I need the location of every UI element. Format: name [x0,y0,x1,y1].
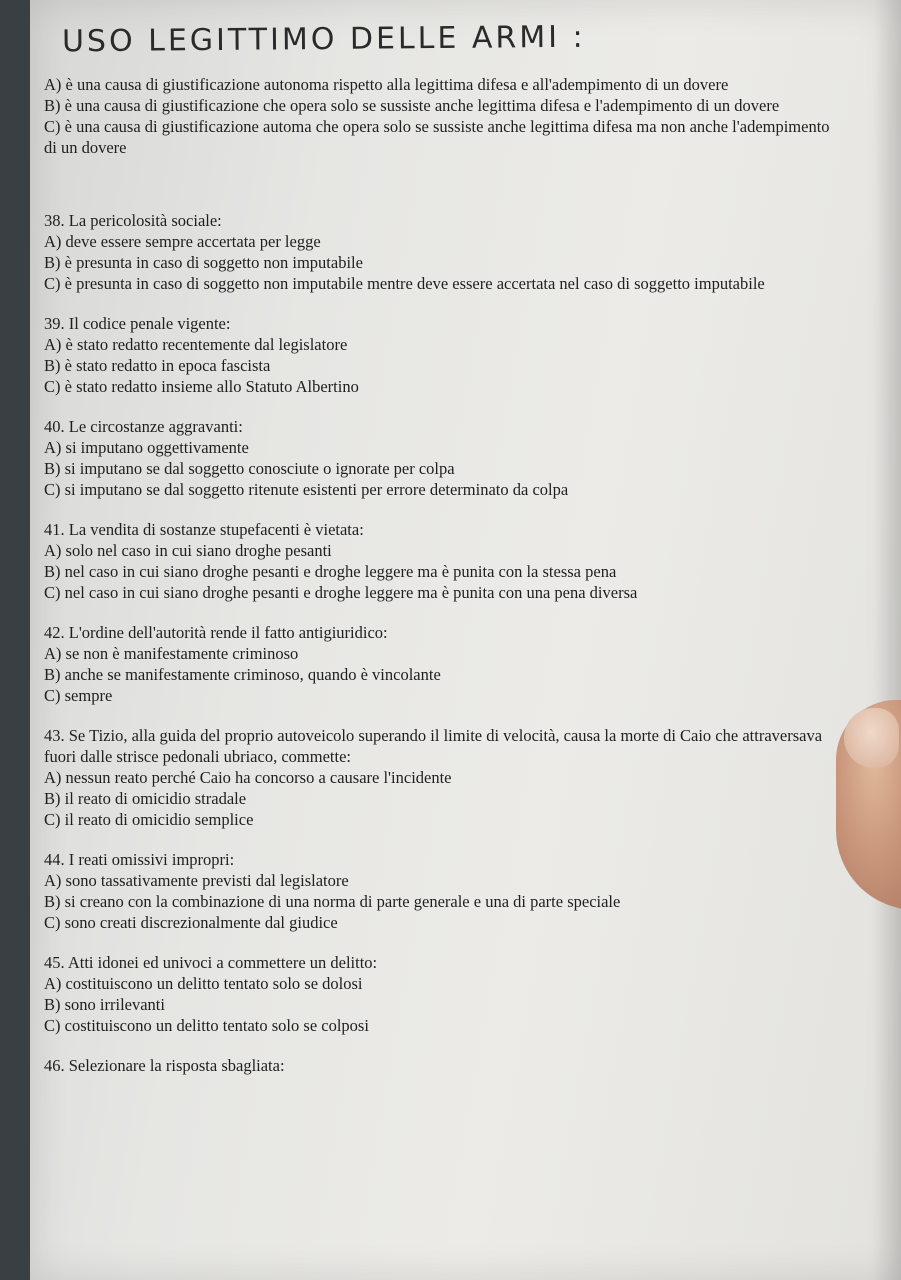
option-a: A) solo nel caso in cui siano droghe pesanti [44,541,332,560]
option-a: A) è una causa di giustificazione autonoma rispetto alla legittima difesa e all'adempimento di un dovere [44,75,729,94]
option-c: C) sempre [44,686,113,705]
question-38 [44,210,834,294]
thumbnail [844,708,899,768]
option-c: C) il reato di omicidio semplice [44,810,254,829]
option-c: C) sono creati discrezionalmente dal giudice [44,913,338,932]
question-43 [44,725,834,830]
option-b: B) il reato di omicidio stradale [44,789,247,808]
question-39 [44,313,834,397]
document-body [44,74,834,1095]
question-40 [44,416,834,500]
handwritten-heading: USO LEGITTIMO DELLE ARMI : [61,19,586,60]
option-a: A) costituiscono un delitto tentato solo se dolosi [44,974,363,993]
question-42 [44,622,834,706]
option-a: A) nessun reato perché Caio ha concorso a causare l'incidente [44,768,452,787]
option-b: B) è presunta in caso di soggetto non imputabile [44,253,363,272]
question-title: 41. La vendita di sostanze stupefacenti è vietata: [44,520,364,539]
question-title: 38. La pericolosità sociale: [44,211,222,230]
option-a: A) deve essere sempre accertata per legge [44,232,321,251]
option-c: C) è stato redatto insieme allo Statuto Albertino [44,377,359,396]
option-a: A) si imputano oggettivamente [44,438,249,457]
option-b: B) anche se manifestamente criminoso, quando è vincolante [44,665,441,684]
option-c: C) nel caso in cui siano droghe pesanti e droghe leggere ma è punita con una pena diversa [44,583,638,602]
option-a: A) è stato redatto recentemente dal legislatore [44,335,348,354]
option-c: C) costituiscono un delitto tentato solo se colposi [44,1016,369,1035]
question-title: 46. Selezionare la risposta sbagliata: [44,1056,285,1075]
question-44 [44,849,834,933]
option-a: A) se non è manifestamente criminoso [44,644,299,663]
question-41 [44,519,834,603]
question-title: 42. L'ordine dell'autorità rende il fatto antigiuridico: [44,623,388,642]
paper-fold-shadow [873,0,901,1280]
option-c: C) è presunta in caso di soggetto non imputabile mentre deve essere accertata nel caso di soggetto imputabile [44,274,765,293]
option-a: A) sono tassativamente previsti dal legislatore [44,871,349,890]
question-46 [44,1055,834,1076]
question-title: 45. Atti idonei ed univoci a commettere un delitto: [44,953,378,972]
question-title: 44. I reati omissivi impropri: [44,850,235,869]
question-45 [44,952,834,1036]
option-b: B) è stato redatto in epoca fascista [44,356,271,375]
option-b: B) si creano con la combinazione di una norma di parte generale e una di parte speciale [44,892,621,911]
question-title: 39. Il codice penale vigente: [44,314,231,333]
option-b: B) nel caso in cui siano droghe pesanti e droghe leggere ma è punita con la stessa pena [44,562,617,581]
option-b: B) si imputano se dal soggetto conosciute o ignorate per colpa [44,459,455,478]
question-37-options [44,74,834,158]
option-c: C) si imputano se dal soggetto ritenute esistenti per errore determinato da colpa [44,480,569,499]
option-b: B) è una causa di giustificazione che opera solo se sussiste anche legittima difesa e l'adempimento di un dovere [44,96,780,115]
question-title: 43. Se Tizio, alla guida del proprio autoveicolo superando il limite di velocità, causa la morte di Caio che attraversava fuori dalle strisce pedonali ubriaco, commette: [44,726,823,766]
option-c: C) è una causa di giustificazione automa che opera solo se sussiste anche legittima difesa ma non anche l'adempimento di un dovere [44,117,830,157]
question-title: 40. Le circostanze aggravanti: [44,417,243,436]
option-b: B) sono irrilevanti [44,995,165,1014]
